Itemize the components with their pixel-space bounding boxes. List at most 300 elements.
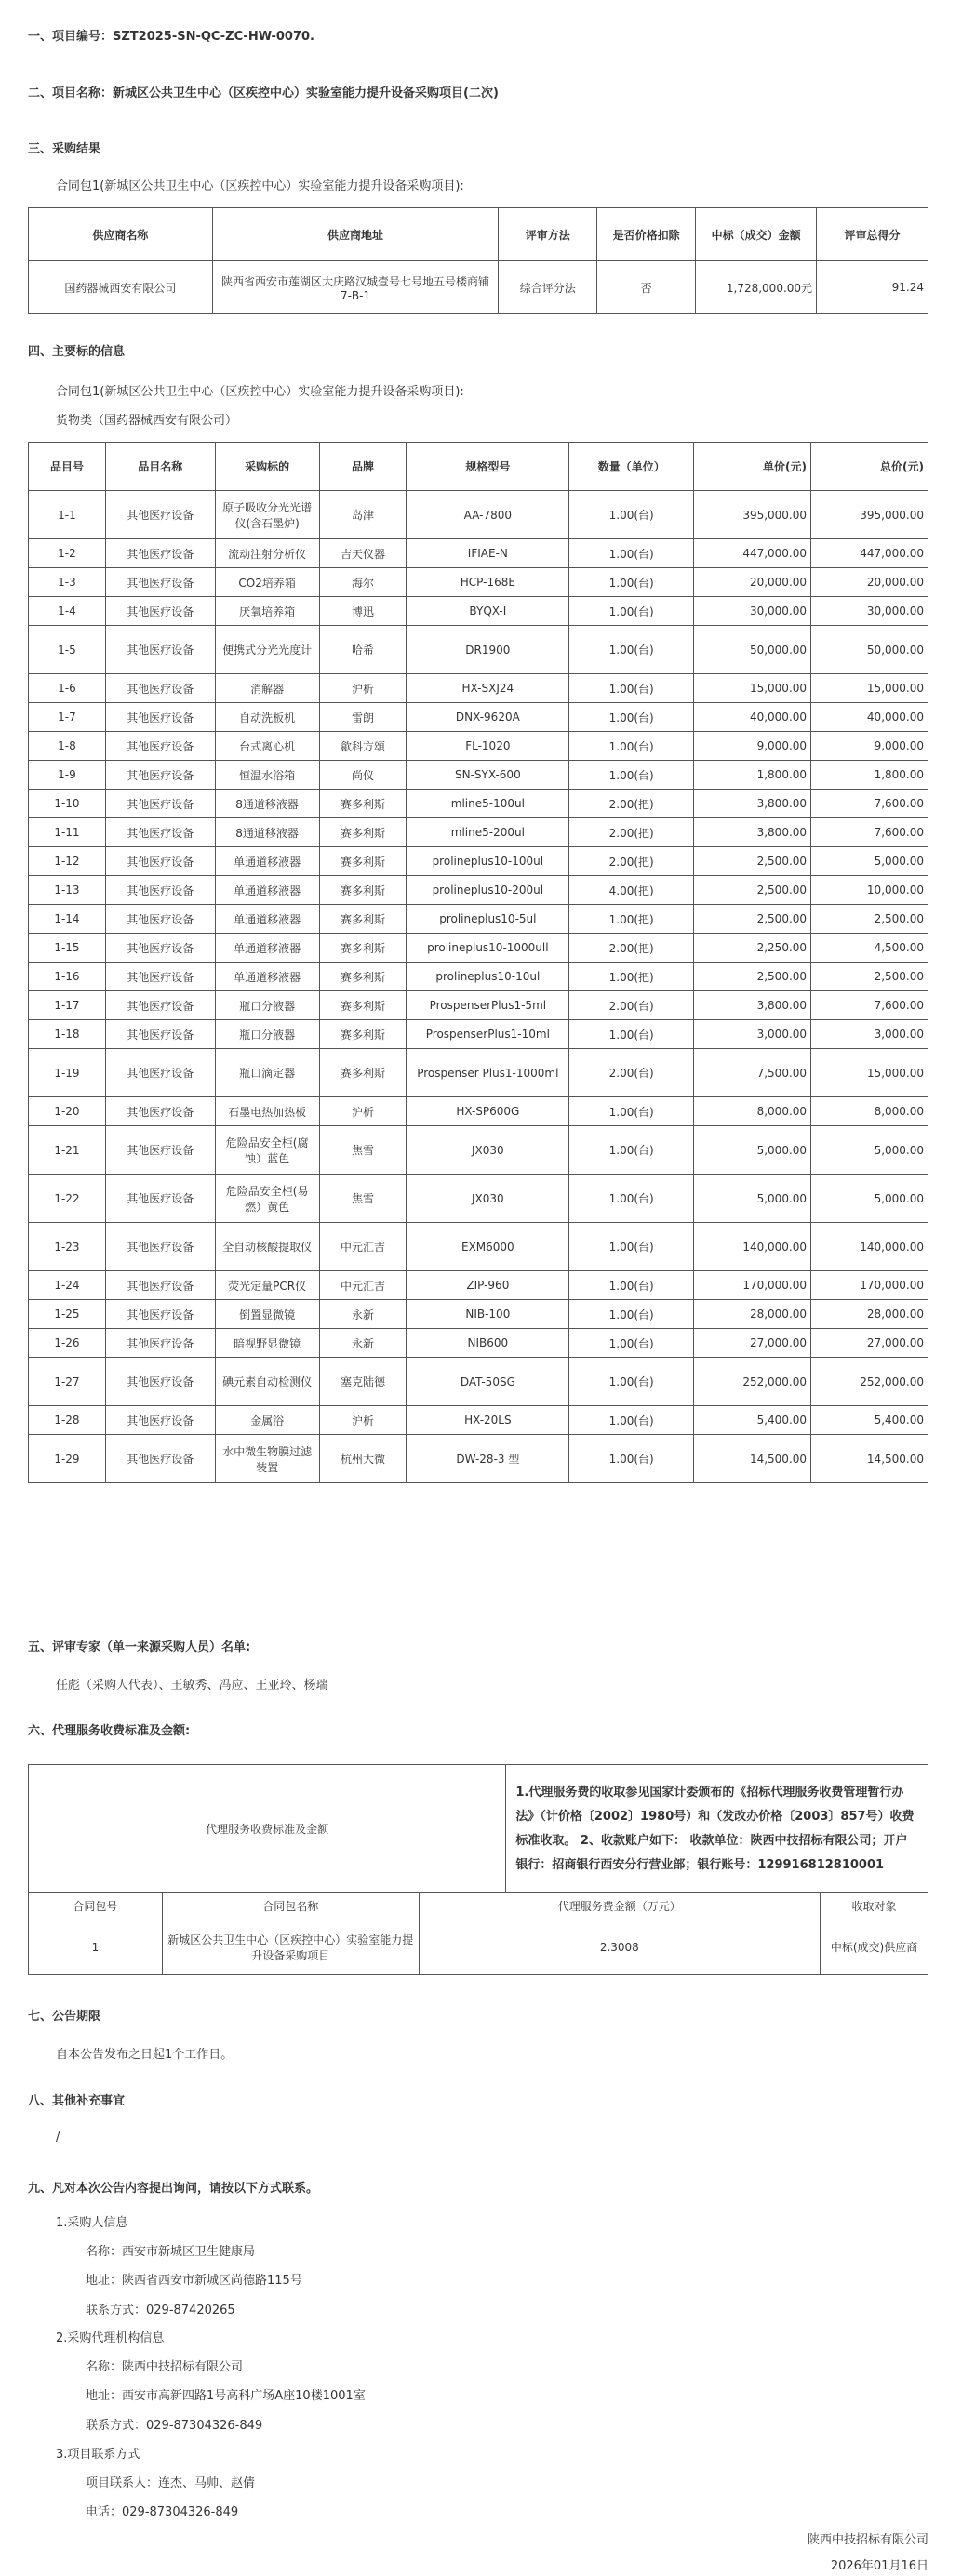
item-unit-price: 2,500.00	[694, 963, 811, 991]
item-quantity: 1.00(台)	[569, 761, 694, 790]
fee-target: 中标(成交)供应商	[821, 1919, 928, 1975]
item-code: 1-13	[29, 876, 106, 905]
items-row	[29, 876, 928, 905]
item-quantity: 2.00(台)	[569, 991, 694, 1020]
items-row	[29, 626, 928, 674]
item-unit-price: 3,800.00	[694, 991, 811, 1020]
item-model: DR1900	[407, 626, 569, 674]
item-category: 其他医疗设备	[105, 1126, 215, 1175]
item-unit-price: 3,800.00	[694, 818, 811, 847]
item-unit-price: 3,000.00	[694, 1020, 811, 1049]
item-brand: 赛多利斯	[319, 991, 407, 1020]
item-total-price: 2,500.00	[811, 905, 928, 934]
item-brand: 赛多利斯	[319, 876, 407, 905]
item-code: 1-1	[29, 491, 106, 539]
item-brand: 赛多利斯	[319, 1020, 407, 1049]
item-target: 瓶口分液器	[215, 991, 319, 1020]
section-5-title: 五、评审专家（单一来源采购人员）名单:	[28, 1640, 251, 1654]
item-code: 1-12	[29, 847, 106, 876]
item-brand: 赛多利斯	[319, 963, 407, 991]
item-total-price: 7,600.00	[811, 991, 928, 1020]
items-row	[29, 703, 928, 732]
item-model: DNX-9620A	[407, 703, 569, 732]
item-total-price: 9,000.00	[811, 732, 928, 761]
item-total-price: 4,500.00	[811, 934, 928, 963]
item-brand: 沪析	[319, 674, 407, 703]
item-total-price: 5,000.00	[811, 847, 928, 876]
items-row	[29, 1223, 928, 1271]
section-4-title: 四、主要标的信息	[28, 345, 126, 359]
item-category: 其他医疗设备	[105, 963, 215, 991]
item-category: 其他医疗设备	[105, 991, 215, 1020]
item-code: 1-2	[29, 539, 106, 568]
item-brand: 永新	[319, 1300, 407, 1329]
item-model: NIB600	[407, 1329, 569, 1358]
item-category: 其他医疗设备	[105, 1329, 215, 1358]
items-row	[29, 539, 928, 568]
fee-header: 代理服务费金额（万元）	[419, 1893, 821, 1919]
item-model: ProspenserPlus1-10ml	[407, 1020, 569, 1049]
item-brand: 塞克陆德	[319, 1358, 407, 1406]
items-table	[28, 442, 928, 1483]
item-total-price: 2,500.00	[811, 963, 928, 991]
item-total-price: 27,000.00	[811, 1329, 928, 1358]
item-unit-price: 5,000.00	[694, 1175, 811, 1223]
item-brand: 哈希	[319, 626, 407, 674]
items-header: 品牌	[319, 443, 407, 491]
item-brand: 中元汇吉	[319, 1223, 407, 1271]
item-code: 1-24	[29, 1271, 106, 1300]
item-model: prolineplus10-1000ull	[407, 934, 569, 963]
item-target: 倒置显微镜	[215, 1300, 319, 1329]
item-model: BYQX-I	[407, 597, 569, 626]
item-brand: 沪析	[319, 1097, 407, 1126]
items-row	[29, 1358, 928, 1406]
item-brand: 赛多利斯	[319, 790, 407, 818]
item-brand: 赛多利斯	[319, 818, 407, 847]
item-unit-price: 170,000.00	[694, 1271, 811, 1300]
items-header: 总价(元)	[811, 443, 928, 491]
item-brand: 焦雪	[319, 1126, 407, 1175]
item-model: prolineplus10-100ul	[407, 847, 569, 876]
item-total-price: 7,600.00	[811, 790, 928, 818]
project-name: 二、项目名称：新城区公共卫生中心（区疾控中心）实验室能力提升设备采购项目(二次)	[28, 86, 499, 100]
items-row	[29, 1126, 928, 1175]
item-total-price: 20,000.00	[811, 568, 928, 597]
item-brand: 中元汇吉	[319, 1271, 407, 1300]
item-category: 其他医疗设备	[105, 1406, 215, 1435]
fee-header: 合同包号	[29, 1893, 163, 1919]
items-header: 采购标的	[215, 443, 319, 491]
item-unit-price: 5,000.00	[694, 1126, 811, 1175]
item-brand: 岛津	[319, 491, 407, 539]
item-quantity: 1.00(台)	[569, 1406, 694, 1435]
item-code: 1-27	[29, 1358, 106, 1406]
item-code: 1-22	[29, 1175, 106, 1223]
item-unit-price: 252,000.00	[694, 1358, 811, 1406]
item-brand: 永新	[319, 1329, 407, 1358]
item-quantity: 1.00(台)	[569, 626, 694, 674]
item-category: 其他医疗设备	[105, 1358, 215, 1406]
item-model: EXM6000	[407, 1223, 569, 1271]
agency-name: 名称：陕西中技招标有限公司	[86, 2360, 244, 2374]
item-total-price: 40,000.00	[811, 703, 928, 732]
item-target: 碘元素自动检测仪	[215, 1358, 319, 1406]
award-amount: 1,728,000.00元	[696, 261, 817, 314]
item-unit-price: 50,000.00	[694, 626, 811, 674]
item-target: 危险品安全柜(易燃）黄色	[215, 1175, 319, 1223]
section-3-package: 合同包1(新城区公共卫生中心（区疾控中心）实验室能力提升设备采购项目):	[56, 179, 464, 193]
item-unit-price: 28,000.00	[694, 1300, 811, 1329]
item-target: 台式离心机	[215, 732, 319, 761]
items-row	[29, 732, 928, 761]
item-category: 其他医疗设备	[105, 847, 215, 876]
item-category: 其他医疗设备	[105, 876, 215, 905]
item-model: FL-1020	[407, 732, 569, 761]
fee-package-no: 1	[29, 1919, 163, 1975]
item-unit-price: 140,000.00	[694, 1223, 811, 1271]
item-code: 1-23	[29, 1223, 106, 1271]
item-model: prolineplus10-200ul	[407, 876, 569, 905]
item-code: 1-16	[29, 963, 106, 991]
item-total-price: 170,000.00	[811, 1271, 928, 1300]
fee-header: 合同包名称	[162, 1893, 419, 1919]
item-model: DW-28-3 型	[407, 1435, 569, 1483]
item-target: 厌氧培养箱	[215, 597, 319, 626]
result-header: 中标（成交）金额	[696, 208, 817, 261]
item-category: 其他医疗设备	[105, 703, 215, 732]
items-row	[29, 790, 928, 818]
items-header: 品目名称	[105, 443, 215, 491]
item-model: ZIP-960	[407, 1271, 569, 1300]
items-row	[29, 597, 928, 626]
item-model: Prospenser Plus1-1000ml	[407, 1049, 569, 1097]
item-quantity: 1.00(台)	[569, 1175, 694, 1223]
item-target: 原子吸收分光光谱仪(含石墨炉)	[215, 491, 319, 539]
item-unit-price: 2,500.00	[694, 847, 811, 876]
agency-contact: 联系方式：029-87304326-849	[86, 2419, 263, 2433]
items-row	[29, 1097, 928, 1126]
items-row	[29, 674, 928, 703]
items-row	[29, 1049, 928, 1097]
item-total-price: 447,000.00	[811, 539, 928, 568]
result-header: 供应商名称	[29, 208, 213, 261]
item-category: 其他医疗设备	[105, 674, 215, 703]
item-target: 水中微生物膜过滤装置	[215, 1435, 319, 1483]
item-quantity: 1.00(台)	[569, 1223, 694, 1271]
item-code: 1-7	[29, 703, 106, 732]
item-code: 1-29	[29, 1435, 106, 1483]
item-target: 自动洗板机	[215, 703, 319, 732]
item-quantity: 1.00(台)	[569, 1300, 694, 1329]
item-code: 1-28	[29, 1406, 106, 1435]
item-code: 1-25	[29, 1300, 106, 1329]
item-model: mline5-100ul	[407, 790, 569, 818]
item-category: 其他医疗设备	[105, 905, 215, 934]
items-row	[29, 1020, 928, 1049]
section-6-title: 六、代理服务收费标准及金额:	[28, 1724, 191, 1738]
item-brand: 歙科方頌	[319, 732, 407, 761]
item-code: 1-15	[29, 934, 106, 963]
item-target: 8通道移液器	[215, 790, 319, 818]
fee-row	[29, 1919, 928, 1975]
item-code: 1-20	[29, 1097, 106, 1126]
item-code: 1-18	[29, 1020, 106, 1049]
item-model: JX030	[407, 1175, 569, 1223]
item-model: SN-SYX-600	[407, 761, 569, 790]
items-row	[29, 847, 928, 876]
item-code: 1-10	[29, 790, 106, 818]
item-model: DAT-50SG	[407, 1358, 569, 1406]
item-model: JX030	[407, 1126, 569, 1175]
item-quantity: 1.00(台)	[569, 568, 694, 597]
items-row	[29, 491, 928, 539]
supplier-name: 国药器械西安有限公司	[29, 261, 213, 314]
item-target: CO2培养箱	[215, 568, 319, 597]
items-row	[29, 761, 928, 790]
item-total-price: 1,800.00	[811, 761, 928, 790]
item-unit-price: 2,500.00	[694, 876, 811, 905]
items-row	[29, 1406, 928, 1435]
section-3-title: 三、采购结果	[28, 142, 101, 156]
item-code: 1-11	[29, 818, 106, 847]
section-5-experts: 任彪（采购人代表）、王敏秀、冯应、王亚玲、杨瑞	[56, 1679, 328, 1693]
item-quantity: 1.00(台)	[569, 703, 694, 732]
item-quantity: 2.00(把)	[569, 790, 694, 818]
item-code: 1-26	[29, 1329, 106, 1358]
item-model: prolineplus10-10ul	[407, 963, 569, 991]
purchaser-contact: 联系方式：029-87420265	[86, 2304, 235, 2317]
item-category: 其他医疗设备	[105, 1049, 215, 1097]
item-target: 全自动核酸提取仪	[215, 1223, 319, 1271]
fee-standard-text: 1.代理服务费的收取参见国家计委颁布的《招标代理服务收费管理暂行办法》（计价格〔2002〕1980号）和（发改办价格〔2003〕857号）收费标准收取。 2、收款账户如下： 收款单位：陕西中技招标有限公司；开户银行：招商银行西安分行营业部；银行账号：129916812810001	[506, 1765, 928, 1893]
section-8-title: 八、其他补充事宜	[28, 2094, 126, 2108]
item-category: 其他医疗设备	[105, 1175, 215, 1223]
purchaser-head: 1.采购人信息	[56, 2216, 128, 2230]
item-category: 其他医疗设备	[105, 732, 215, 761]
items-row	[29, 934, 928, 963]
project-contacts: 项目联系人：连杰、马帅、赵倩	[86, 2476, 256, 2490]
item-brand: 海尔	[319, 568, 407, 597]
item-quantity: 2.00(把)	[569, 847, 694, 876]
item-category: 其他医疗设备	[105, 539, 215, 568]
item-model: HX-20LS	[407, 1406, 569, 1435]
item-code: 1-5	[29, 626, 106, 674]
fee-amount: 2.3008	[419, 1919, 821, 1975]
item-category: 其他医疗设备	[105, 568, 215, 597]
items-header: 规格型号	[407, 443, 569, 491]
items-header-row	[29, 443, 928, 491]
item-category: 其他医疗设备	[105, 1271, 215, 1300]
item-brand: 赛多利斯	[319, 905, 407, 934]
item-total-price: 7,600.00	[811, 818, 928, 847]
items-row	[29, 991, 928, 1020]
item-target: 单通道移液器	[215, 963, 319, 991]
item-target: 流动注射分析仪	[215, 539, 319, 568]
fee-standard-row	[29, 1765, 928, 1893]
item-total-price: 28,000.00	[811, 1300, 928, 1329]
item-target: 单通道移液器	[215, 876, 319, 905]
item-unit-price: 395,000.00	[694, 491, 811, 539]
items-header: 品目号	[29, 443, 106, 491]
item-unit-price: 30,000.00	[694, 597, 811, 626]
item-unit-price: 8,000.00	[694, 1097, 811, 1126]
section-7-title: 七、公告期限	[28, 2010, 101, 2024]
item-total-price: 252,000.00	[811, 1358, 928, 1406]
item-category: 其他医疗设备	[105, 1097, 215, 1126]
item-quantity: 2.00(把)	[569, 934, 694, 963]
item-total-price: 3,000.00	[811, 1020, 928, 1049]
item-model: IFIAE-N	[407, 539, 569, 568]
item-quantity: 1.00(台)	[569, 1435, 694, 1483]
item-unit-price: 14,500.00	[694, 1435, 811, 1483]
item-quantity: 1.00(把)	[569, 905, 694, 934]
item-total-price: 30,000.00	[811, 597, 928, 626]
item-total-price: 5,000.00	[811, 1175, 928, 1223]
item-total-price: 50,000.00	[811, 626, 928, 674]
item-brand: 沪析	[319, 1406, 407, 1435]
item-code: 1-9	[29, 761, 106, 790]
purchaser-address: 地址：陕西省西安市新城区尚德路115号	[86, 2274, 302, 2288]
item-unit-price: 5,400.00	[694, 1406, 811, 1435]
item-quantity: 1.00(台)	[569, 1097, 694, 1126]
result-table	[28, 207, 928, 314]
item-model: mline5-200ul	[407, 818, 569, 847]
item-category: 其他医疗设备	[105, 1435, 215, 1483]
item-target: 石墨电热加热板	[215, 1097, 319, 1126]
supplier-address: 陕西省西安市莲湖区大庆路汉城壹号七号地五号楼商铺7-B-1	[212, 261, 499, 314]
items-header: 单价(元)	[694, 443, 811, 491]
item-quantity: 1.00(把)	[569, 963, 694, 991]
item-unit-price: 2,500.00	[694, 905, 811, 934]
section-7-body: 自本公告发布之日起1个工作日。	[56, 2048, 234, 2062]
result-header: 供应商地址	[212, 208, 499, 261]
item-target: 8通道移液器	[215, 818, 319, 847]
item-target: 金属浴	[215, 1406, 319, 1435]
item-quantity: 4.00(把)	[569, 876, 694, 905]
items-row	[29, 1271, 928, 1300]
item-model: prolineplus10-5ul	[407, 905, 569, 934]
item-quantity: 1.00(台)	[569, 1271, 694, 1300]
item-quantity: 1.00(台)	[569, 1358, 694, 1406]
section-4-package: 合同包1(新城区公共卫生中心（区疾控中心）实验室能力提升设备采购项目):	[56, 385, 464, 399]
price-deduction: 否	[597, 261, 696, 314]
item-quantity: 1.00(台)	[569, 1329, 694, 1358]
items-row	[29, 1435, 928, 1483]
item-brand: 赛多利斯	[319, 1049, 407, 1097]
item-total-price: 5,400.00	[811, 1406, 928, 1435]
item-category: 其他医疗设备	[105, 626, 215, 674]
item-code: 1-3	[29, 568, 106, 597]
item-code: 1-19	[29, 1049, 106, 1097]
item-unit-price: 20,000.00	[694, 568, 811, 597]
item-total-price: 8,000.00	[811, 1097, 928, 1126]
item-brand: 雷朗	[319, 703, 407, 732]
item-code: 1-4	[29, 597, 106, 626]
agency-address: 地址：西安市高新四路1号高科广场A座10楼1001室	[86, 2389, 366, 2403]
item-target: 暗视野显微镜	[215, 1329, 319, 1358]
item-brand: 赛多利斯	[319, 934, 407, 963]
item-quantity: 1.00(台)	[569, 1126, 694, 1175]
section-4-goods: 货物类（国药器械西安有限公司）	[56, 414, 238, 428]
item-quantity: 2.00(台)	[569, 1049, 694, 1097]
item-model: HCP-168E	[407, 568, 569, 597]
item-total-price: 395,000.00	[811, 491, 928, 539]
result-header-row	[29, 208, 928, 261]
item-target: 单通道移液器	[215, 905, 319, 934]
result-row	[29, 261, 928, 314]
item-unit-price: 447,000.00	[694, 539, 811, 568]
item-quantity: 1.00(台)	[569, 597, 694, 626]
item-brand: 博迅	[319, 597, 407, 626]
items-row	[29, 1329, 928, 1358]
items-row	[29, 818, 928, 847]
item-unit-price: 2,250.00	[694, 934, 811, 963]
items-row	[29, 1175, 928, 1223]
item-model: ProspenserPlus1-5ml	[407, 991, 569, 1020]
review-method: 综合评分法	[499, 261, 597, 314]
items-header: 数量（单位）	[569, 443, 694, 491]
item-category: 其他医疗设备	[105, 597, 215, 626]
item-total-price: 5,000.00	[811, 1126, 928, 1175]
footer-date: 2026年01月16日	[830, 2559, 928, 2573]
purchaser-name: 名称：西安市新城区卫生健康局	[86, 2245, 256, 2259]
items-row	[29, 963, 928, 991]
section-8-body: /	[56, 2131, 60, 2144]
item-category: 其他医疗设备	[105, 818, 215, 847]
item-total-price: 14,500.00	[811, 1435, 928, 1483]
item-category: 其他医疗设备	[105, 934, 215, 963]
fee-header: 收取对象	[821, 1893, 928, 1919]
item-code: 1-6	[29, 674, 106, 703]
item-target: 危险品安全柜(腐蚀）蓝色	[215, 1126, 319, 1175]
item-target: 瓶口分液器	[215, 1020, 319, 1049]
item-total-price: 15,000.00	[811, 674, 928, 703]
footer-org: 陕西中技招标有限公司	[807, 2533, 928, 2547]
section-9-title: 九、凡对本次公告内容提出询问，请按以下方式联系。	[28, 2182, 319, 2196]
item-unit-price: 3,800.00	[694, 790, 811, 818]
item-category: 其他医疗设备	[105, 790, 215, 818]
item-total-price: 10,000.00	[811, 876, 928, 905]
item-quantity: 1.00(台)	[569, 732, 694, 761]
agency-head: 2.采购代理机构信息	[56, 2331, 165, 2345]
item-model: NIB-100	[407, 1300, 569, 1329]
item-model: HX-SXJ24	[407, 674, 569, 703]
item-code: 1-17	[29, 991, 106, 1020]
project-number: 一、项目编号：SZT2025-SN-QC-ZC-HW-0070.	[28, 30, 314, 44]
item-quantity: 2.00(把)	[569, 818, 694, 847]
item-unit-price: 9,000.00	[694, 732, 811, 761]
fee-standard-label: 代理服务收费标准及金额	[29, 1765, 506, 1893]
result-header: 评审总得分	[817, 208, 928, 261]
item-category: 其他医疗设备	[105, 1223, 215, 1271]
item-quantity: 1.00(台)	[569, 539, 694, 568]
item-target: 消解器	[215, 674, 319, 703]
fee-standard-table	[28, 1764, 928, 1893]
items-row	[29, 568, 928, 597]
fee-package-name: 新城区公共卫生中心（区疾控中心）实验室能力提升设备采购项目	[162, 1919, 419, 1975]
item-unit-price: 27,000.00	[694, 1329, 811, 1358]
item-brand: 杭州大微	[319, 1435, 407, 1483]
item-category: 其他医疗设备	[105, 1300, 215, 1329]
item-quantity: 1.00(台)	[569, 1020, 694, 1049]
item-brand: 尚仪	[319, 761, 407, 790]
item-brand: 吉天仪器	[319, 539, 407, 568]
fee-header-row	[29, 1893, 928, 1919]
item-unit-price: 1,800.00	[694, 761, 811, 790]
item-brand: 焦雪	[319, 1175, 407, 1223]
item-model: HX-SP600G	[407, 1097, 569, 1126]
